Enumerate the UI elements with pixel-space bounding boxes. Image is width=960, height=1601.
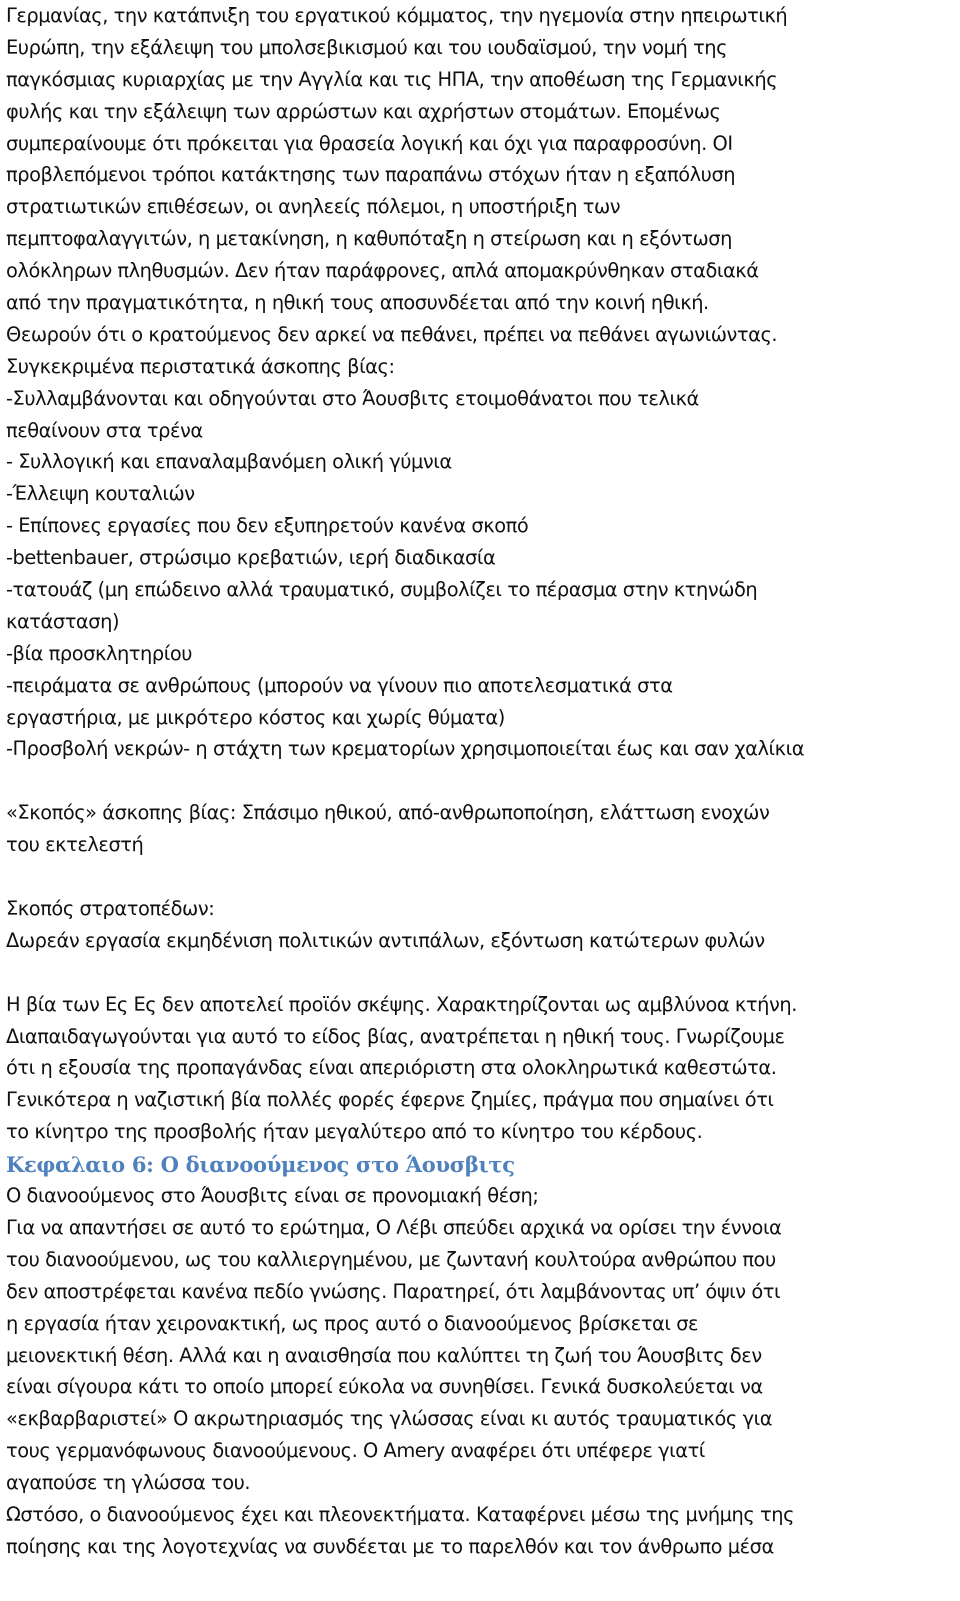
paragraph-nazi-goals-and-violence	[6, 0, 946, 765]
paragraph-gap	[6, 765, 946, 797]
text-line: παγκόσμιας κυριαρχίας με την Αγγλία και τις ΗΠΑ, την αποθέωση της Γερμανικής	[6, 67, 778, 91]
text-line: -Προσβολή νεκρών- η στάχτη των κρεματορίων χρησιμοποιείται έως και σαν χαλίκια	[6, 737, 805, 761]
text-line: από την πραγματικότητα, η ηθική τους αποσυνδέεται από την κοινή ηθική.	[6, 291, 709, 315]
text-line: «Σκοπός» άσκοπης βίας: Σπάσιμο ηθικού, από-ανθρωποποίηση, ελάττωση ενοχών	[6, 801, 770, 825]
text-line: συμπεραίνουμε ότι πρόκειται για θρασεία λογική και όχι για παραφροσύνη. ΟΙ	[6, 131, 733, 155]
text-line: - Επίπονες εργασίες που δεν εξυπηρετούν κανένα σκοπό	[6, 514, 529, 538]
paragraph-gap	[6, 957, 946, 989]
text-line: το κίνητρο της προσβολής ήταν μεγαλύτερο από το κίνητρο του κέρδους.	[6, 1120, 703, 1144]
text-line: η εργασία ήταν χειρονακτική, ως προς αυτό ο διανοούμενος βρίσκεται σε	[6, 1311, 699, 1335]
text-line: -τατουάζ (μη επώδεινο αλλά τραυματικό, συμβολίζει το πέρασμα στην κτηνώδη	[6, 578, 758, 602]
text-line: - Συλλογική και επαναλαμβανόμεη ολική γύμνια	[6, 450, 452, 474]
text-line: -Συλλαμβάνονται και οδηγούνται στο Άουσβιτς ετοιμοθάνατοι που τελικά	[6, 386, 699, 410]
text-line: φυλής και την εξάλειψη των αρρώστων και αχρήστων στομάτων. Επομένως	[6, 99, 721, 123]
text-line: ολόκληρων πληθυσμών. Δεν ήταν παράφρονες, απλά απομακρύνθηκαν σταδιακά	[6, 259, 759, 283]
text-line: Η βία των Ες Ες δεν αποτελεί προϊόν σκέψης. Χαρακτηρίζονται ως αμβλύνοα κτήνη.	[6, 992, 797, 1016]
text-line: -bettenbauer, στρώσιμο κρεβατιών, ιερή διαδικασία	[6, 546, 496, 570]
text-line: Διαπαιδαγωγούνται για αυτό το είδος βίας, ανατρέπεται η ηθική τους. Γνωρίζουμε	[6, 1024, 785, 1048]
text-line: Για να απαντήσει σε αυτό το ερώτημα, Ο Λέβι σπεύδει αρχικά να ορίσει την έννοια	[6, 1215, 782, 1239]
paragraph-gap	[6, 861, 946, 893]
text-line: του εκτελεστή	[6, 833, 144, 857]
text-line: ποίησης και της λογοτεχνίας να συνδέεται με το παρελθόν και τον άνθρωπο μέσα	[6, 1534, 774, 1558]
text-line: είναι σίγουρα κάτι το οποίο μπορεί εύκολα να συνηθίσει. Γενικά δυσκολεύεται να	[6, 1375, 763, 1399]
text-line: στρατιωτικών επιθέσεων, οι ανηλεείς πόλεμοι, η υποστήριξη των	[6, 195, 621, 219]
text-line: «εκβαρβαριστεί» Ο ακρωτηριασμός της γλώσσας είναι κι αυτός τραυματικός για	[6, 1407, 773, 1431]
paragraph-purpose-of-camps	[6, 893, 946, 957]
text-line: Συγκεκριμένα περιστατικά άσκοπης βίας:	[6, 354, 395, 378]
text-line: Γερμανίας, την κατάπνιξη του εργατικού κόμματος, την ηγεμονία στην ηπειρωτική	[6, 4, 788, 27]
text-line: μειονεκτική θέση. Αλλά και η αναισθησία που καλύπτει τη ζωή του Άουσβιτς δεν	[6, 1343, 762, 1367]
text-line: ότι η εξουσία της προπαγάνδας είναι απεριόριστη στα ολοκληρωτικά καθεστώτα.	[6, 1056, 777, 1080]
text-line: Ευρώπη, την εξάλειψη του μπολσεβικισμού και του ιουδαϊσμού, την νομή της	[6, 35, 728, 59]
text-line: -πειράματα σε ανθρώπους (μπορούν να γίνουν πιο αποτελεσματικά στα	[6, 673, 673, 697]
text-line: εργαστήρια, με μικρότερο κόστος και χωρίς θύματα)	[6, 705, 505, 729]
text-line: τους γερμανόφωνους διανοούμενους. Ο Amery αναφέρει ότι υπέφερε γιατί	[6, 1439, 705, 1463]
text-line: Σκοπός στρατοπέδων:	[6, 896, 215, 920]
text-line: κατάσταση)	[6, 609, 120, 633]
text-line: Δωρεάν εργασία εκμηδένιση πολιτικών αντιπάλων, εξόντωση κατώτερων φυλών	[6, 928, 765, 952]
paragraph-intellectual-in-auschwitz	[6, 1180, 946, 1563]
text-line: -Έλλειψη κουταλιών	[6, 482, 195, 506]
text-line: πεμπτοφαλαγγιτών, η μετακίνηση, η καθυπόταξη η στείρωση και η εξόντωση	[6, 227, 732, 251]
text-line: προβλεπόμενοι τρόποι κατάκτησης των παραπάνω στόχων ήταν η εξαπόλυση	[6, 163, 736, 187]
chapter-heading: Κεφαλαιο 6: Ο διανοούμενος στο Άουσβιτς	[6, 1152, 515, 1178]
text-line: του διανοούμενου, ως του καλλιεργημένου, με ζωντανή κουλτούρα ανθρώπου που	[6, 1247, 776, 1271]
text-line: Ο διανοούμενος στο Άουσβιτς είναι σε προνομιακή θέση;	[6, 1184, 539, 1208]
text-line: Ωστόσο, ο διανοούμενος έχει και πλεονεκτήματα. Καταφέρνει μέσω της μνήμης της	[6, 1502, 795, 1526]
text-line: αγαπούσε τη γλώσσα του.	[6, 1471, 251, 1495]
text-line: πεθαίνουν στα τρένα	[6, 418, 203, 442]
text-line: δεν αποστρέφεται κανένα πεδίο γνώσης. Παρατηρεί, ότι λαμβάνοντας υπ’ όψιν ότι	[6, 1279, 781, 1303]
paragraph-purpose-of-violence	[6, 797, 946, 861]
text-line: Θεωρούν ότι ο κρατούμενος δεν αρκεί να πεθάνει, πρέπει να πεθάνει αγωνιώντας.	[6, 322, 778, 346]
text-line: -βία προσκλητηρίου	[6, 641, 193, 665]
text-line: Γενικότερα η ναζιστική βία πολλές φορές έφερνε ζημίες, πράγμα που σημαίνει ότι	[6, 1088, 774, 1112]
paragraph-ss-violence	[6, 989, 946, 1148]
